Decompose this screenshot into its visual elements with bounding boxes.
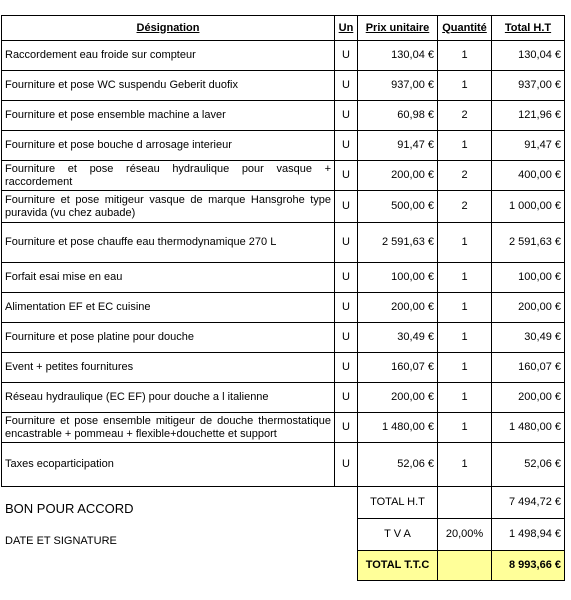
row-quantity: 1 — [438, 443, 492, 487]
table-row — [2, 161, 565, 191]
table-row — [2, 223, 565, 263]
summary-spacer — [2, 551, 358, 581]
row-unit-price: 1 480,00 € — [358, 413, 438, 443]
row-total: 200,00 € — [492, 293, 565, 323]
row-designation: Event + petites fournitures — [2, 353, 335, 383]
row-quantity: 2 — [438, 161, 492, 191]
row-unit-price: 200,00 € — [358, 383, 438, 413]
row-unit: U — [335, 71, 358, 101]
row-quantity: 1 — [438, 71, 492, 101]
row-quantity: 1 — [438, 413, 492, 443]
row-quantity: 1 — [438, 223, 492, 263]
row-designation: Raccordement eau froide sur compteur — [2, 41, 335, 71]
row-unit-price: 160,07 € — [358, 353, 438, 383]
row-total: 160,07 € — [492, 353, 565, 383]
header-designation: Désignation — [2, 16, 335, 41]
row-unit: U — [335, 101, 358, 131]
row-unit-price: 500,00 € — [358, 191, 438, 223]
row-unit-price: 91,47 € — [358, 131, 438, 161]
ttc-empty-cell — [438, 551, 492, 581]
row-quantity: 1 — [438, 323, 492, 353]
ttc-row — [2, 551, 565, 581]
header-row — [2, 16, 565, 41]
row-total: 2 591,63 € — [492, 223, 565, 263]
row-unit: U — [335, 191, 358, 223]
row-designation: Fourniture et pose réseau hydraulique pour vasque + raccordement — [2, 161, 335, 191]
table-row — [2, 443, 565, 487]
table-row — [2, 353, 565, 383]
row-unit-price: 130,04 € — [358, 41, 438, 71]
row-total: 400,00 € — [492, 161, 565, 191]
row-unit-price: 30,49 € — [358, 323, 438, 353]
total-ht-empty-cell — [438, 487, 492, 519]
row-designation: Taxes ecoparticipation — [2, 443, 335, 487]
table-body — [2, 41, 565, 487]
row-total: 100,00 € — [492, 263, 565, 293]
row-unit: U — [335, 353, 358, 383]
tva-value: 1 498,94 € — [492, 519, 565, 551]
row-unit: U — [335, 41, 358, 71]
header-unit: Un — [335, 16, 358, 41]
row-total: 121,96 € — [492, 101, 565, 131]
row-quantity: 1 — [438, 293, 492, 323]
table-row — [2, 323, 565, 353]
row-quantity: 1 — [438, 263, 492, 293]
row-quantity: 1 — [438, 131, 492, 161]
row-designation: Alimentation EF et EC cuisine — [2, 293, 335, 323]
row-designation: Fourniture et pose platine pour douche — [2, 323, 335, 353]
table-row — [2, 191, 565, 223]
table-row — [2, 131, 565, 161]
header-total: Total H.T — [492, 16, 565, 41]
table-row — [2, 41, 565, 71]
row-total: 200,00 € — [492, 383, 565, 413]
row-designation: Réseau hydraulique (EC EF) pour douche a l italienne — [2, 383, 335, 413]
row-total: 1 480,00 € — [492, 413, 565, 443]
tva-rate: 20,00% — [438, 519, 492, 551]
row-quantity: 1 — [438, 41, 492, 71]
row-designation: Fourniture et pose mitigeur vasque de marque Hansgrohe type puravida (vu chez aubade) — [2, 191, 335, 223]
row-unit-price: 60,98 € — [358, 101, 438, 131]
row-designation: Fourniture et pose ensemble mitigeur de douche thermostatique encastrable + pommeau + flexible+douchette et support — [2, 413, 335, 443]
row-unit: U — [335, 223, 358, 263]
row-unit-price: 200,00 € — [358, 293, 438, 323]
table-row — [2, 413, 565, 443]
total-ht-label: TOTAL H.T — [358, 487, 438, 519]
row-unit-price: 200,00 € — [358, 161, 438, 191]
row-unit-price: 2 591,63 € — [358, 223, 438, 263]
row-quantity: 2 — [438, 101, 492, 131]
row-unit: U — [335, 443, 358, 487]
row-quantity: 2 — [438, 191, 492, 223]
row-total: 937,00 € — [492, 71, 565, 101]
row-unit-price: 100,00 € — [358, 263, 438, 293]
row-designation: Fourniture et pose bouche d arrosage interieur — [2, 131, 335, 161]
row-unit: U — [335, 323, 358, 353]
header-quantity: Quantité — [438, 16, 492, 41]
row-unit: U — [335, 383, 358, 413]
header-unit-price: Prix unitaire — [358, 16, 438, 41]
row-unit: U — [335, 413, 358, 443]
table-row — [2, 71, 565, 101]
bon-pour-accord-label: BON POUR ACCORD — [5, 501, 134, 516]
table-row — [2, 101, 565, 131]
table-row — [2, 293, 565, 323]
table-row — [2, 383, 565, 413]
row-quantity: 1 — [438, 353, 492, 383]
total-ht-value: 7 494,72 € — [492, 487, 565, 519]
row-unit-price: 937,00 € — [358, 71, 438, 101]
row-unit-price: 52,06 € — [358, 443, 438, 487]
row-total: 130,04 € — [492, 41, 565, 71]
row-total: 52,06 € — [492, 443, 565, 487]
tva-label: T V A — [358, 519, 438, 551]
ttc-value: 8 993,66 € — [492, 551, 565, 581]
row-unit: U — [335, 161, 358, 191]
row-unit: U — [335, 131, 358, 161]
row-designation: Fourniture et pose chauffe eau thermodynamique 270 L — [2, 223, 335, 263]
row-unit: U — [335, 263, 358, 293]
quote-table — [1, 15, 565, 581]
table-row — [2, 263, 565, 293]
row-designation: Fourniture et pose ensemble machine a laver — [2, 101, 335, 131]
row-unit: U — [335, 293, 358, 323]
row-quantity: 1 — [438, 383, 492, 413]
ttc-label: TOTAL T.T.C — [358, 551, 438, 581]
row-total: 91,47 € — [492, 131, 565, 161]
row-total: 30,49 € — [492, 323, 565, 353]
row-designation: Fourniture et pose WC suspendu Geberit duofix — [2, 71, 335, 101]
row-total: 1 000,00 € — [492, 191, 565, 223]
row-designation: Forfait esai mise en eau — [2, 263, 335, 293]
date-signature-label: DATE ET SIGNATURE — [5, 535, 117, 547]
